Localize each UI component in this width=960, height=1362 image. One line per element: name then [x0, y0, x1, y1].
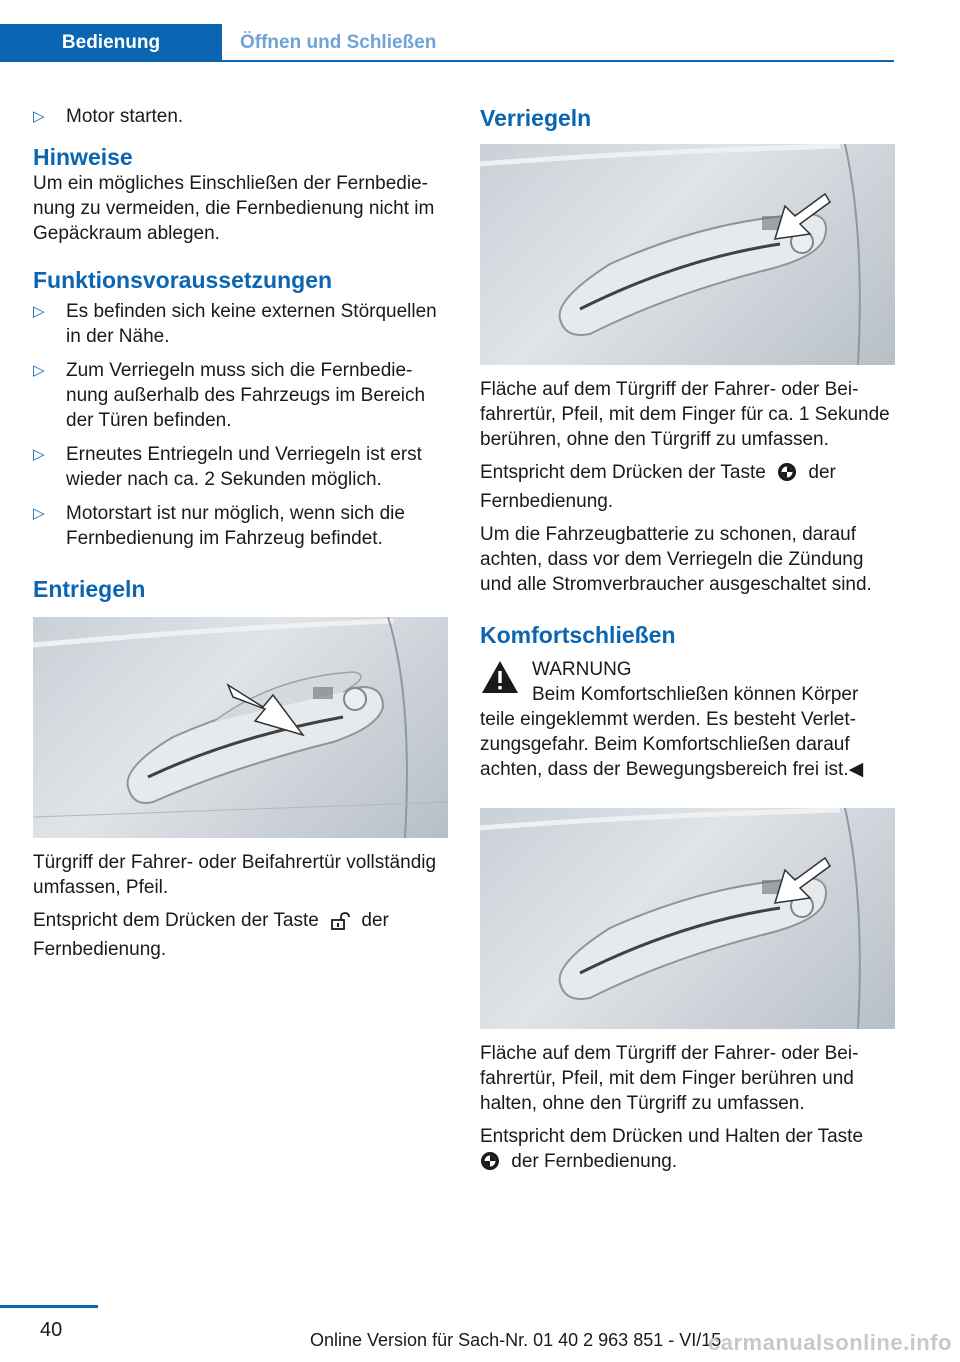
list-item-text: Es befinden sich keine externen Störquellen in der Nähe.: [66, 301, 437, 347]
entriegeln-text-before: Entspricht dem Drücken der Taste: [33, 910, 319, 931]
list-item-text: Erneutes Entriegeln und Verriegeln ist erst wieder nach ca. 2 Sekunden möglich.: [66, 444, 422, 490]
list-item: [33, 104, 448, 129]
door-handle-figure-unlock: [33, 617, 448, 838]
watermark: carmanualsonline.info: [708, 1330, 952, 1355]
verriegeln-text-before: Entspricht dem Drücken der Taste: [480, 462, 766, 483]
triangle-right-icon: ▷: [33, 362, 45, 379]
section-title-verriegeln: Verriegeln: [480, 105, 592, 131]
list-item: [33, 501, 448, 551]
verriegeln-text: [480, 460, 895, 514]
funktion-list: [33, 299, 448, 551]
list-item-text: Motor starten.: [66, 106, 184, 127]
triangle-right-icon: ▷: [33, 446, 45, 463]
door-handle-figure-lock: [480, 144, 895, 365]
verriegeln-caption: Fläche auf dem Türgriff der Fahrer- oder Beifahrertür, Pfeil, mit dem Finger für ca. 1 Sekunde berühren, ohne den Türgriff zu umfassen.: [480, 379, 890, 450]
header-tab-oeffnen-schliessen[interactable]: Öffnen und Schließen: [240, 32, 437, 53]
triangle-right-icon: ▷: [33, 505, 45, 522]
top-list: [33, 104, 448, 129]
section-title-funktionsvoraussetzungen: Funktionsvoraussetzungen: [33, 267, 333, 293]
online-version-text: Online Version für Sach-Nr. 01 40 2 963 851 - VI/15: [310, 1330, 722, 1350]
komfort-text-after: der Fernbedienung.: [511, 1151, 678, 1172]
door-handle-illustration: [480, 808, 895, 1029]
warning-label: WARNUNG: [532, 659, 632, 680]
list-item-text: Zum Verriegeln muss sich die Fernbedienung außerhalb des Fahrzeugs im Bereich der Türen befinden.: [66, 360, 426, 431]
door-handle-illustration: [33, 617, 448, 838]
hinweise-text: Um ein mögliches Einschließen der Fernbedienung zu vermeiden, die Fernbedienung nicht im Gepäckraum ablegen.: [33, 173, 435, 244]
footer-rule: [0, 1305, 98, 1308]
section-title-entriegeln: Entriegeln: [33, 576, 146, 602]
section-title-hinweise: Hinweise: [33, 144, 133, 170]
door-handle-illustration: [480, 144, 895, 365]
bmw-logo-key-icon: [480, 1151, 500, 1178]
komfort-text-second: [480, 1149, 895, 1178]
warning-triangle-icon: [480, 659, 520, 702]
header-tab-bedienung[interactable]: Bedienung: [0, 24, 222, 62]
warning-text-rest: teile eingeklemmt werden. Es besteht Verletzungsgefahr. Beim Komfortschließen darauf achten, dass der Bewegungsbereich frei ist.◀: [480, 709, 864, 780]
verriegeln-text-after: der Fernbedienung.: [480, 462, 836, 512]
left-column: [33, 104, 448, 962]
komfort-text-first: Entspricht dem Drücken und Halten der Taste: [480, 1126, 864, 1147]
warning-block: [480, 657, 895, 707]
list-item: [33, 299, 448, 349]
warning-text-first: Beim Komfortschließen können Körper: [532, 684, 859, 705]
page-number: 40: [40, 1319, 63, 1341]
entriegeln-caption: Türgriff der Fahrer- oder Beifahrertür vollständig umfassen, Pfeil.: [33, 852, 437, 898]
list-item: [33, 358, 448, 433]
door-handle-figure-comfort: [480, 808, 895, 1029]
triangle-right-icon: ▷: [33, 303, 45, 320]
list-item-text: Motorstart ist nur möglich, wenn sich die Fernbedienung im Fahrzeug befindet.: [66, 503, 405, 549]
entriegeln-text-after: der Fernbedienung.: [33, 910, 389, 960]
triangle-right-icon: ▷: [33, 108, 45, 125]
list-item: [33, 442, 448, 492]
unlock-key-icon: [330, 912, 350, 937]
right-column: [480, 104, 895, 1178]
section-title-komfortschliessen: Komfortschließen: [480, 622, 676, 648]
komfort-caption: Fläche auf dem Türgriff der Fahrer- oder Beifahrertür, Pfeil, mit dem Finger berühren und halten, ohne den Türgriff zu umfassen.: [480, 1043, 859, 1114]
verriegeln-note: Um die Fahrzeugbatterie zu schonen, darauf achten, dass vor dem Verriegeln die Zündung und alle Stromverbraucher ausgeschaltet sind.: [480, 524, 872, 595]
header-rule: [222, 60, 894, 62]
bmw-logo-key-icon: [777, 462, 797, 489]
entriegeln-text: [33, 908, 448, 962]
